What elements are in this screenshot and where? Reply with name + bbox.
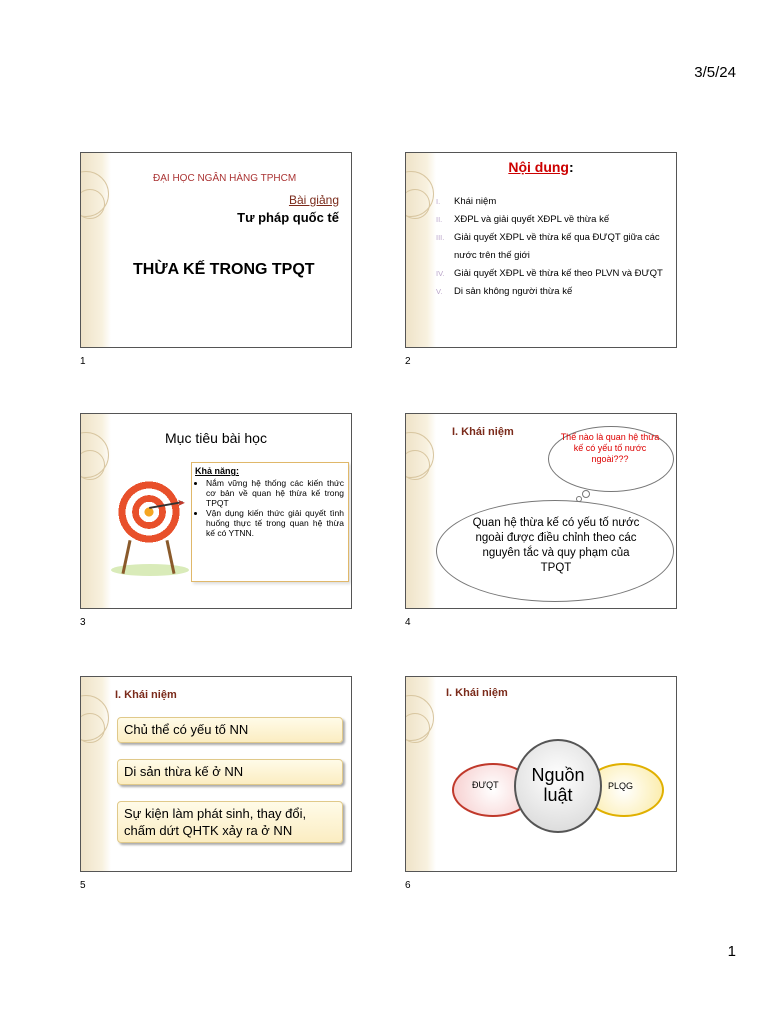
concept-box: Di sản thừa kế ở NN <box>117 759 343 785</box>
org-name: ĐẠI HỌC NGÂN HÀNG TPHCM <box>153 173 297 184</box>
slide-number: 2 <box>405 356 411 367</box>
definition-text: Quan hệ thừa kế có yếu tố nước ngoài được điều chỉnh theo các nguyên tắc và quy phạm của TPQT <box>472 517 640 574</box>
slide-heading: I. Khái niệm <box>115 689 177 701</box>
slide-5[interactable] <box>80 676 352 872</box>
slide-decoration <box>81 677 111 871</box>
skills-box <box>191 462 349 582</box>
slide-decoration <box>406 677 436 871</box>
page-date: 3/5/24 <box>694 64 736 81</box>
contents-heading: Nội dung: <box>508 159 574 175</box>
contents-list <box>436 193 672 301</box>
arrow-fletching-icon: ➤ <box>177 498 186 509</box>
slide-4[interactable] <box>405 413 677 609</box>
slide-3[interactable] <box>80 413 352 609</box>
slide-heading: I. Khái niệm <box>446 687 508 699</box>
skills-title: Khả năng: <box>195 466 239 476</box>
slide-number: 4 <box>405 617 411 628</box>
slide-decoration <box>406 153 436 347</box>
slide-number: 3 <box>80 617 86 628</box>
slide-1[interactable] <box>80 152 352 348</box>
page-number: 1 <box>727 943 736 960</box>
left-circle-label: ĐƯQT <box>472 780 499 790</box>
lecture-label: Bài giảng <box>288 193 339 207</box>
list-item[interactable]: III. Giải quyết XĐPL về thừa kế qua ĐƯQT giữa các nước trên thế giới <box>436 232 660 261</box>
slide-heading: Mục tiêu bài học <box>165 430 267 446</box>
right-circle-label: PLQG <box>608 781 634 791</box>
slide-decoration <box>406 414 436 608</box>
slide-number: 5 <box>80 880 86 891</box>
list-item[interactable]: IV. Giải quyết XĐPL về thừa kế theo PLVN và ĐƯQT <box>436 268 663 279</box>
skills-list <box>192 478 348 538</box>
center-circle-label: Nguồn luật <box>531 765 585 805</box>
list-item: • Vận dụng kiến thức giải quyết tình huống thực tế trong quan hệ thừa kế có YTNN. <box>206 508 344 538</box>
course-name: Tư pháp quốc tế <box>237 210 339 225</box>
slide-6[interactable] <box>405 676 677 872</box>
target-icon <box>113 476 185 548</box>
list-item: • Nắm vững hệ thống các kiến thức cơ bản về quan hệ thừa kế trong TPQT <box>206 478 344 508</box>
slide-heading: I. Khái niệm <box>452 426 514 438</box>
list-item[interactable]: V. Di sản không người thừa kế <box>436 286 573 297</box>
slide-title: THỪA KẾ TRONG TPQT <box>133 261 315 278</box>
concept-box: Chủ thể có yếu tố NN <box>117 717 343 743</box>
question-text: Thế nào là quan hệ thừa kế có yếu tố nước ngoài??? <box>560 432 660 464</box>
slide-number: 6 <box>405 880 411 891</box>
slide-number: 1 <box>80 356 86 367</box>
concept-box: Sự kiện làm phát sinh, thay đổi, chấm dứt QHTK xảy ra ở NN <box>117 801 343 843</box>
list-item[interactable]: II. XĐPL và giải quyết XĐPL về thừa kế <box>436 214 610 225</box>
list-item[interactable]: I. Khái niệm <box>436 196 497 207</box>
bubble-dot <box>582 490 590 498</box>
slide-2[interactable] <box>405 152 677 348</box>
slide-decoration <box>81 153 111 347</box>
